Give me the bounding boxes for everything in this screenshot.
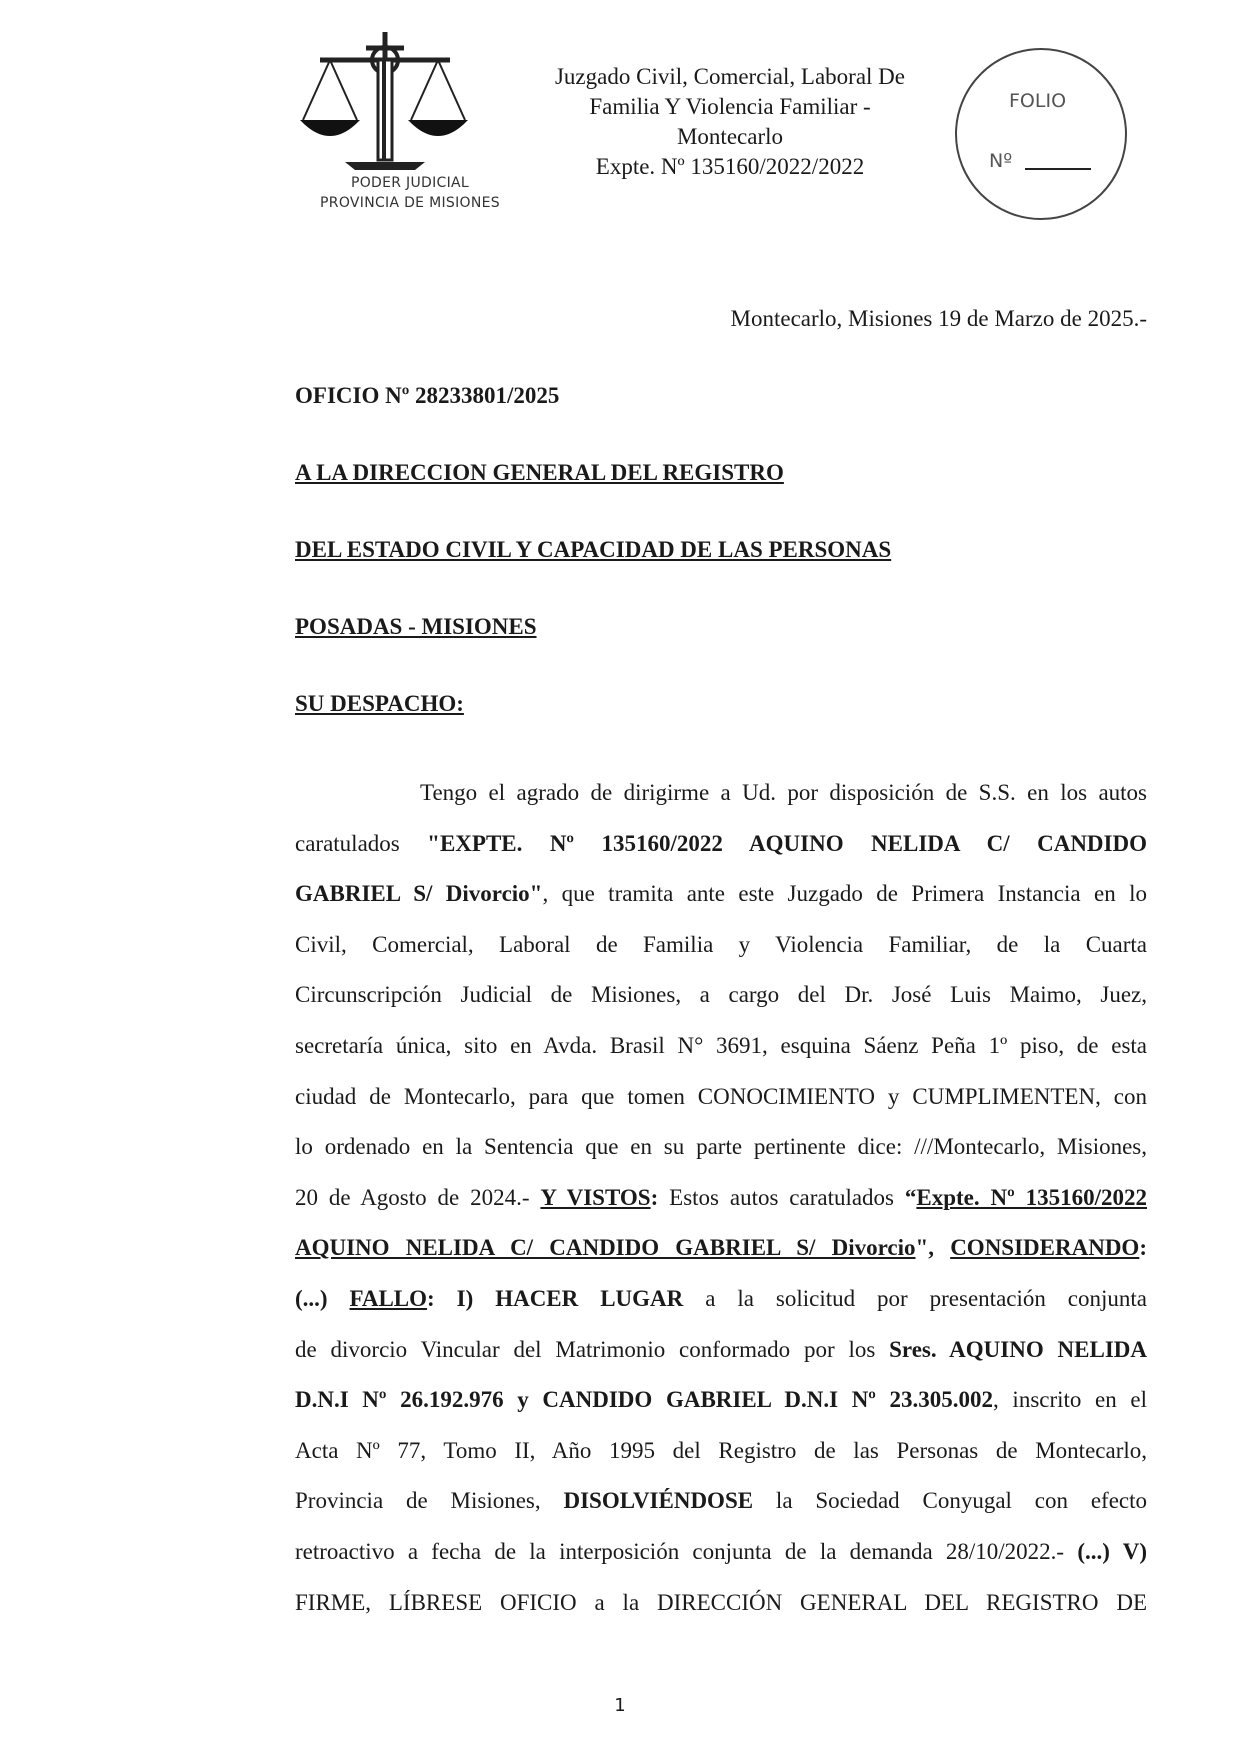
body-line: Circunscripción Judicial de Misiones, a cargo del Dr. José Luis Maimo, Juez, [295, 982, 1147, 1008]
court-line-4: Expte. Nº 135160/2022/2022 [595, 154, 865, 179]
body-line: Acta Nº 77, Tomo II, Año 1995 del Registro de las Personas de Montecarlo, [295, 1437, 1147, 1463]
folio-blank-line [1025, 168, 1091, 170]
addressee-line-1: A LA DIRECCION GENERAL DEL REGISTRO [295, 460, 784, 485]
addressee-line-3: POSADAS - MISIONES [295, 614, 537, 639]
body-line: Tengo el agrado de dirigirme a Ud. por disposición de S.S. en los autos [420, 780, 1147, 805]
poder-judicial-logo [300, 30, 520, 220]
body-line: retroactivo a fecha de la interposición conjunta de la demanda 28/10/2022.- (...) V) [295, 1538, 1148, 1564]
logo-line-2: PROVINCIA DE MISIONES [320, 195, 500, 211]
court-line-2: Familia Y Violencia Familiar - [589, 94, 871, 119]
scales-of-justice-icon [300, 30, 520, 175]
page-number: 1 [614, 1695, 626, 1716]
addressee-line-4: SU DESPACHO: [295, 691, 464, 716]
body-line: ciudad de Montecarlo, para que tomen CONOCIMIENTO y CUMPLIMENTEN, con [295, 1083, 1147, 1109]
logo-line-1: PODER JUDICIAL [350, 175, 470, 191]
folio-stamp [955, 48, 1127, 220]
court-header [510, 62, 950, 182]
body-line: lo ordenado en la Sentencia que en su parte pertinente dice: ///Montecarlo, Misiones, [295, 1134, 1147, 1160]
body-line: AQUINO NELIDA C/ CANDIDO GABRIEL S/ Divorcio", CONSIDERANDO: [295, 1235, 1147, 1261]
addressee-line-2: DEL ESTADO CIVIL Y CAPACIDAD DE LAS PERSONAS [295, 537, 892, 562]
body-line: secretaría única, sito en Avda. Brasil N° 3691, esquina Sáenz Peña 1º piso, de esta [295, 1032, 1147, 1058]
court-line-1: Juzgado Civil, Comercial, Laboral De [554, 64, 905, 89]
body-line: de divorcio Vincular del Matrimonio conformado por los Sres. AQUINO NELIDA [295, 1336, 1147, 1362]
body-line: caratulados "EXPTE. Nº 135160/2022 AQUINO NELIDA C/ CANDIDO [295, 830, 1147, 856]
body-line: (...) FALLO: I) HACER LUGAR a la solicitud por presentación conjunta [295, 1285, 1148, 1311]
body-line: D.N.I Nº 26.192.976 y CANDIDO GABRIEL D.N.I Nº 23.305.002, inscrito en el [295, 1387, 1148, 1413]
body-paragraph [295, 768, 1147, 1628]
oficio-number: OFICIO Nº 28233801/2025 [295, 383, 560, 408]
body-line: Provincia de Misiones, DISOLVIÉNDOSE la Sociedad Conyugal con efecto [295, 1488, 1148, 1514]
body-line: Civil, Comercial, Laboral de Familia y Violencia Familiar, de la Cuarta [295, 931, 1147, 957]
body-line: GABRIEL S/ Divorcio", que tramita ante este Juzgado de Primera Instancia en lo [295, 881, 1147, 907]
folio-label: FOLIO [1009, 90, 1067, 112]
body-line: FIRME, LÍBRESE OFICIO a la DIRECCIÓN GENERAL DEL REGISTRO DE [295, 1589, 1147, 1615]
folio-number-label: Nº [989, 150, 1013, 172]
document-date: Montecarlo, Misiones 19 de Marzo de 2025.- [730, 306, 1147, 331]
court-line-3: Montecarlo [676, 124, 783, 149]
body-line: 20 de Agosto de 2024.- Y VISTOS: Estos autos caratulados “Expte. Nº 135160/2022 [295, 1184, 1147, 1210]
